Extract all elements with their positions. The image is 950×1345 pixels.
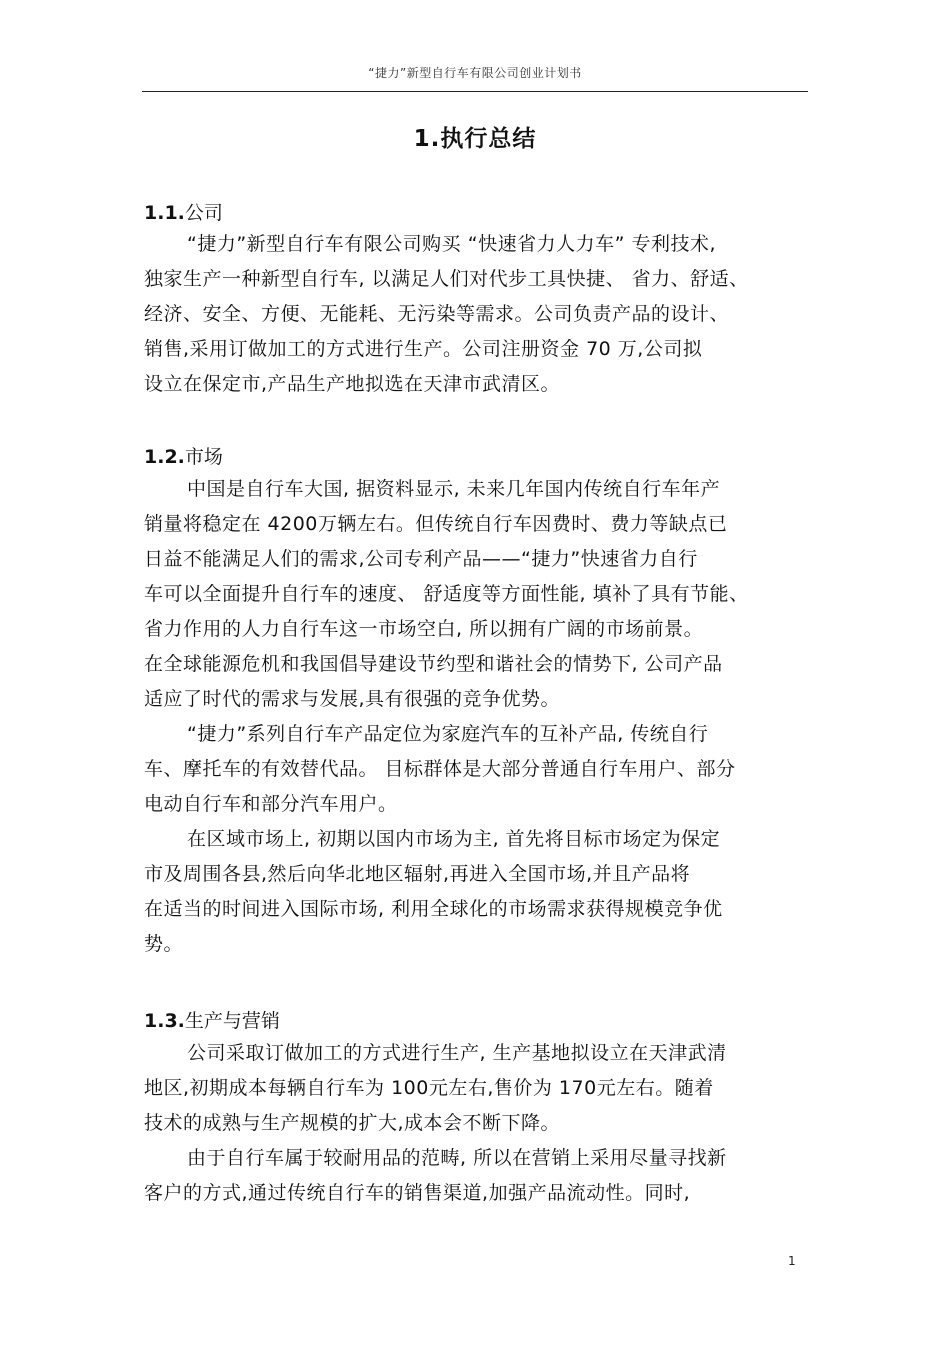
paragraph-line: 市及周围各县,然后向华北地区辐射,再进入全国市场,并且产品将 xyxy=(144,863,691,885)
section-title: 生产与营销 xyxy=(184,1010,280,1032)
paragraph-line: “捷力”系列自行车产品定位为家庭汽车的互补产品, 传统自行 xyxy=(187,723,709,745)
paragraph-line: 在适当的时间进入国际市场, 利用全球化的市场需求获得规模竞争优 xyxy=(144,898,723,920)
paragraph-line: 适应了时代的需求与发展,具有很强的竞争优势。 xyxy=(144,688,561,710)
document-title: 1.执行总结 xyxy=(413,126,537,152)
section-heading-market xyxy=(144,442,223,469)
paragraph-line: 经济、安全、方便、无能耗、无污染等需求。公司负责产品的设计、 xyxy=(144,303,730,325)
paragraph-line: 日益不能满足人们的需求,公司专利产品——“捷力”快速省力自行 xyxy=(144,548,698,570)
header-rule xyxy=(142,91,808,92)
paragraph-line: “捷力”新型自行车有限公司购买 “快速省力人力车” 专利技术, xyxy=(187,233,716,255)
section-number: 1.1. xyxy=(144,202,185,224)
paragraph-line: 车可以全面提升自行车的速度、 舒适度等方面性能, 填补了具有节能、 xyxy=(144,583,749,605)
section-heading-production-marketing xyxy=(144,1006,280,1033)
section-title: 公司 xyxy=(184,202,223,224)
paragraph-line: 地区,初期成本每辆自行车为 100元左右,售价为 170元左右。随着 xyxy=(144,1077,714,1099)
page-number: 1 xyxy=(788,1254,796,1268)
paragraph-line: 销售,采用订做加工的方式进行生产。公司注册资金 70 万,公司拟 xyxy=(144,338,703,360)
paragraph-line: 销量将稳定在 4200万辆左右。但传统自行车因费时、费力等缺点已 xyxy=(144,513,728,535)
paragraph-line: 车、摩托车的有效替代品。 目标群体是大部分普通自行车用户、部分 xyxy=(144,758,736,780)
paragraph-line: 电动自行车和部分汽车用户。 xyxy=(144,793,398,815)
paragraph-line: 势。 xyxy=(144,933,184,955)
section-number: 1.3. xyxy=(144,1010,185,1032)
paragraph-line: 在全球能源危机和我国倡导建设节约型和谐社会的情势下, 公司产品 xyxy=(144,653,723,675)
running-header: “捷力”新型自行车有限公司创业计划书 xyxy=(368,66,582,80)
section-number: 1.2. xyxy=(144,446,185,468)
section-heading-company xyxy=(144,198,223,225)
paragraph-line: 设立在保定市,产品生产地拟选在天津市武清区。 xyxy=(144,373,561,395)
paragraph-line: 客户的方式,通过传统自行车的销售渠道,加强产品流动性。同时, xyxy=(144,1182,691,1204)
paragraph-line: 中国是自行车大国, 据资料显示, 未来几年国内传统自行车年产 xyxy=(187,478,721,500)
paragraph-line: 由于自行车属于较耐用品的范畴, 所以在营销上采用尽量寻找新 xyxy=(187,1147,727,1169)
paragraph-line: 省力作用的人力自行车这一市场空白, 所以拥有广阔的市场前景。 xyxy=(144,618,704,640)
paragraph-line: 技术的成熟与生产规模的扩大,成本会不断下降。 xyxy=(144,1112,561,1134)
paragraph-line: 在区域市场上, 初期以国内市场为主, 首先将目标市场定为保定 xyxy=(187,828,721,850)
paragraph-line: 独家生产一种新型自行车, 以满足人们对代步工具快捷、 省力、舒适、 xyxy=(144,268,749,290)
paragraph-line: 公司采取订做加工的方式进行生产, 生产基地拟设立在天津武清 xyxy=(187,1042,727,1064)
section-title: 市场 xyxy=(184,446,223,468)
